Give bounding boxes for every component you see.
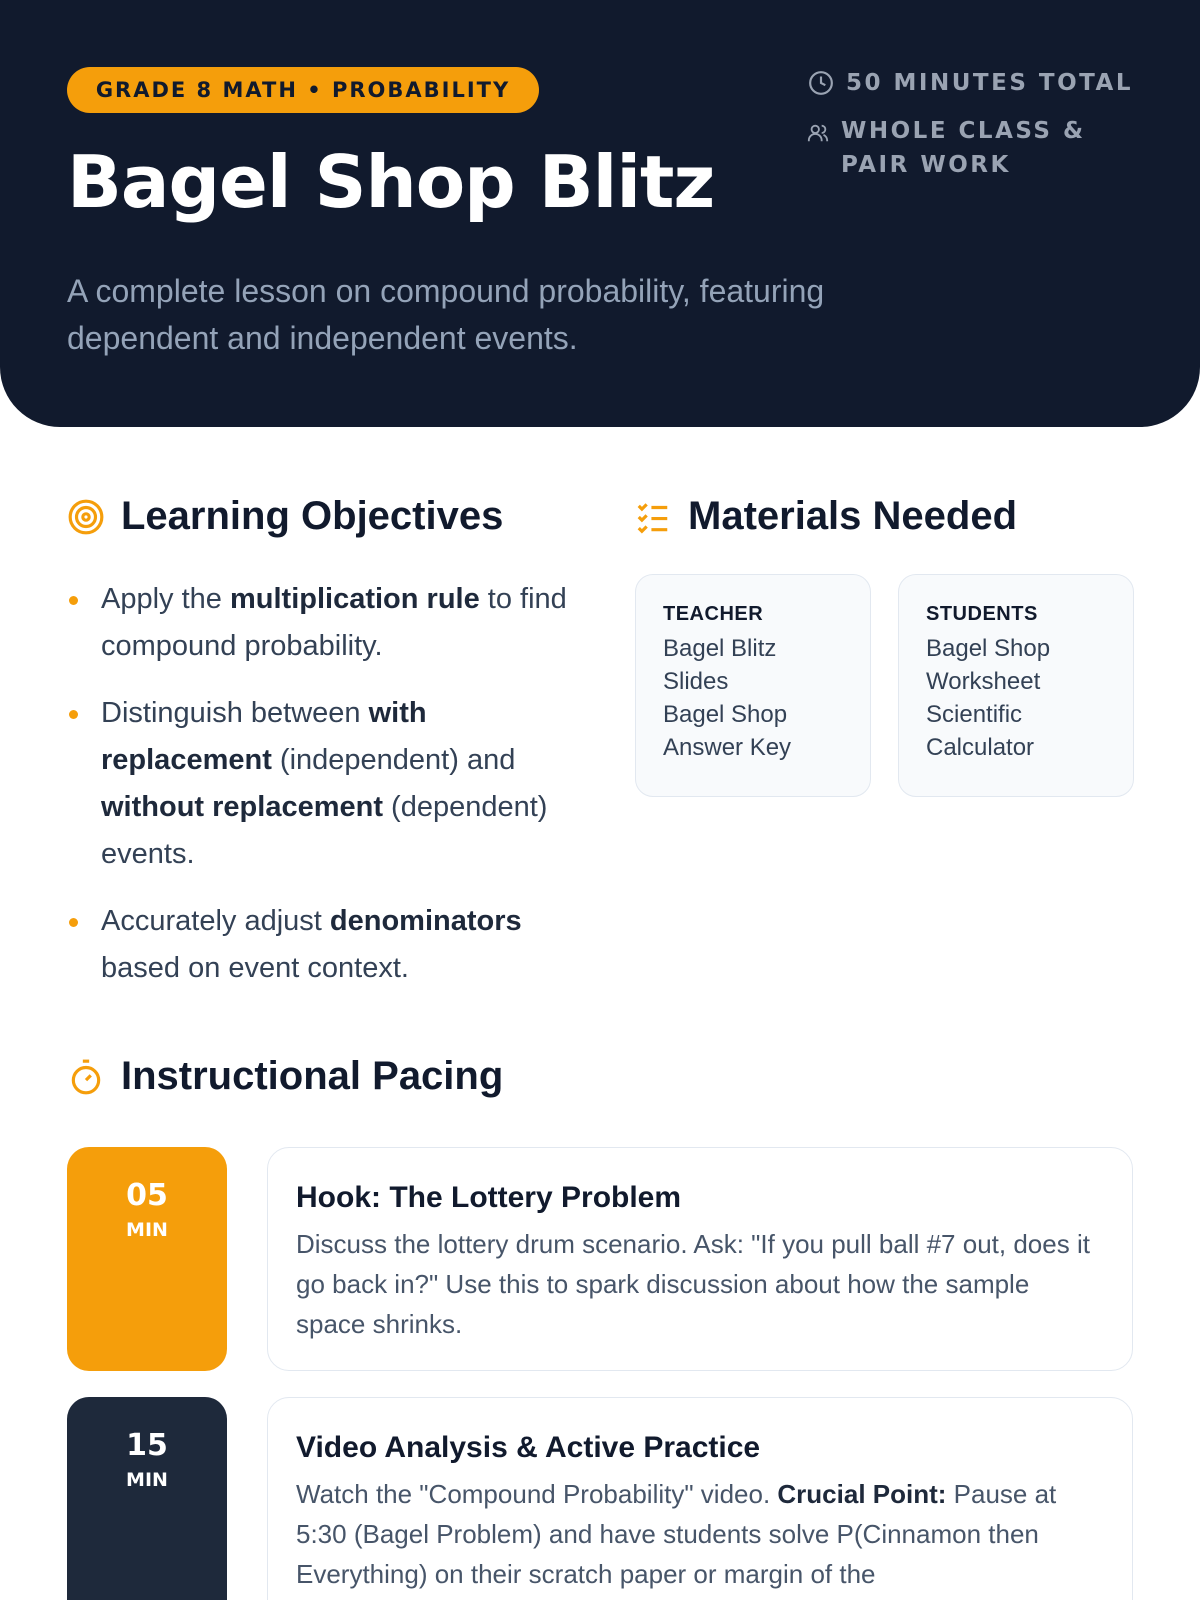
step-minutes: 15 — [126, 1428, 168, 1463]
pacing-heading — [67, 1054, 503, 1099]
list-item: Bagel Shop Answer Key — [663, 701, 792, 761]
step-unit: MIN — [126, 1219, 168, 1241]
list-item: Scientific Calculator — [926, 701, 1035, 761]
grade-subject-badge: GRADE 8 MATH • PROBABILITY — [67, 67, 539, 113]
target-icon — [67, 498, 105, 536]
lesson-meta — [793, 66, 1133, 182]
step-unit: MIN — [126, 1469, 168, 1491]
student-materials-card — [898, 574, 1134, 797]
list-item: Distinguish between with replacement (independent) and without replacement (dependent) events. — [67, 690, 587, 878]
materials-title: Materials Needed — [688, 494, 1018, 538]
materials-heading — [634, 494, 1017, 539]
students-heading: STUDENTS — [926, 603, 1038, 625]
users-icon — [807, 122, 829, 144]
list-item: Apply the multiplication rule to find compound probability. — [67, 576, 587, 670]
teacher-materials-card — [635, 574, 871, 797]
list-item: Accurately adjust denominators based on event context. — [67, 898, 587, 992]
lesson-subtitle: A complete lesson on compound probability, featuring dependent and independent events. — [67, 273, 825, 356]
duration-text: 50 MINUTES TOTAL — [846, 70, 1133, 96]
pacing-title: Instructional Pacing — [121, 1054, 504, 1098]
objectives-title: Learning Objectives — [121, 494, 504, 538]
step-description: Discuss the lottery drum scenario. Ask: "If you pull ball #7 out, does it go back in?" Use this to spark discussion about how the sample space shrinks. — [296, 1229, 1090, 1339]
step-duration-badge — [67, 1397, 227, 1600]
pacing-step-card — [267, 1147, 1133, 1371]
teacher-heading: TEACHER — [663, 603, 764, 625]
grouping-meta — [793, 114, 1133, 182]
lesson-header — [0, 0, 1200, 427]
step-title: Video Analysis & Active Practice — [296, 1431, 761, 1464]
grouping-text: WHOLE CLASS & PAIR WORK — [841, 118, 1086, 178]
pacing-step-card — [267, 1397, 1133, 1600]
step-title: Hook: The Lottery Problem — [296, 1181, 682, 1214]
lesson-title: Bagel Shop Blitz — [67, 140, 715, 224]
stopwatch-icon — [67, 1058, 105, 1096]
step-description: Watch the "Compound Probability" video. Crucial Point: Pause at 5:30 (Bagel Problem) and have students solve P(Cinnamon then Everything) on their scratch paper or margin of the — [296, 1479, 1057, 1589]
list-item: Bagel Blitz Slides — [663, 635, 777, 695]
list-item: Bagel Shop Worksheet — [926, 635, 1051, 695]
step-minutes: 05 — [126, 1178, 168, 1213]
clock-icon — [808, 70, 834, 96]
objectives-list — [67, 576, 587, 1012]
objectives-heading — [67, 494, 503, 539]
step-duration-badge — [67, 1147, 227, 1371]
duration-meta — [793, 66, 1133, 100]
checklist-icon — [634, 498, 672, 536]
